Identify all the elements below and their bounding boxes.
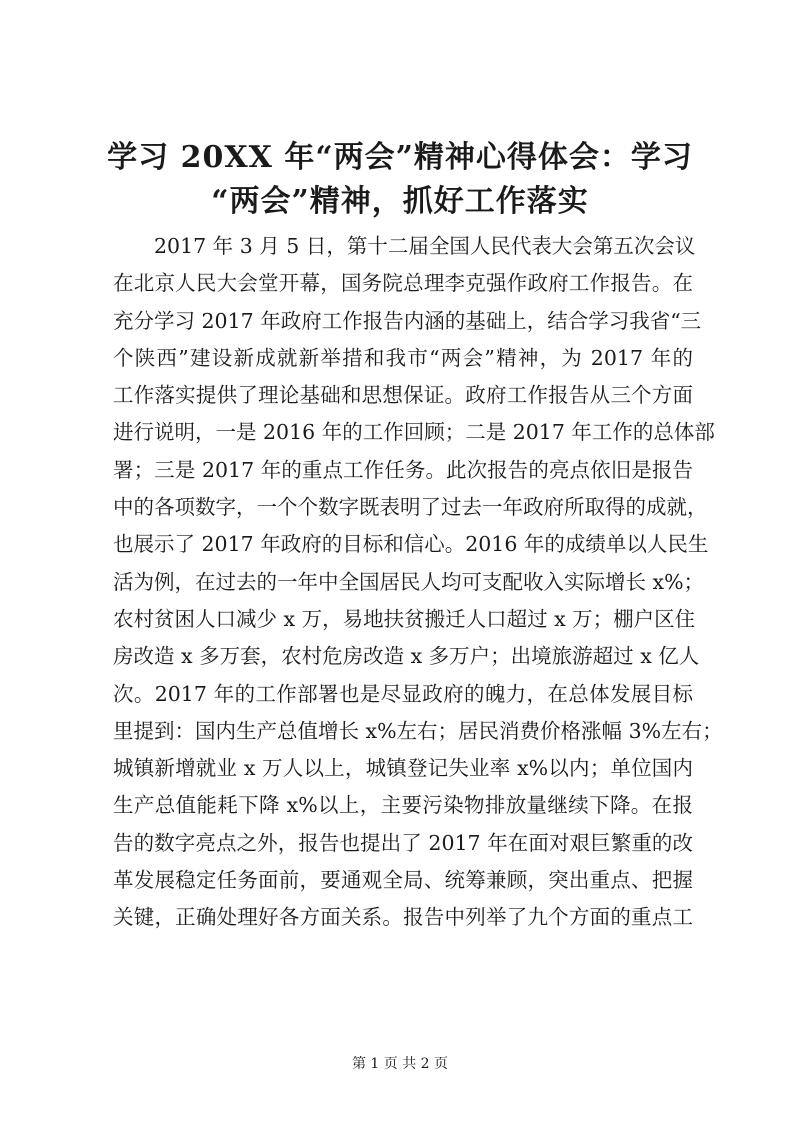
title-line-1: 学习 20XX 年“两会”精神心得体会：学习 [107, 140, 693, 175]
page-number-footer: 第 1 页 共 2 页 [351, 1056, 449, 1072]
body-line: 农村贫困人口减少 x 万，易地扶贫搬迁人口超过 x 万；棚户区住 [113, 606, 696, 631]
body-line: 署；三是 2017 年的重点工作任务。此次报告的亮点依旧是报告 [113, 457, 693, 482]
body-line: 城镇新增就业 x 万人以上，城镇登记失业率 x%以内；单位国内 [113, 756, 693, 781]
body-paragraph [113, 228, 723, 937]
body-line: 中的各项数字，一个个数字既表明了过去一年政府所取得的成就， [113, 495, 708, 520]
body-line: 告的数字亮点之外，报告也提出了 2017 年在面对艰巨繁重的改 [113, 830, 693, 855]
body-line: 革发展稳定任务面前，要通观全局、统筹兼顾，突出重点、把握 [113, 868, 693, 893]
body-line: 次。2017 年的工作部署也是尽显政府的魄力，在总体发展目标 [113, 681, 693, 706]
body-line: 进行说明，一是 2016 年的工作回顾；二是 2017 年工作的总体部 [113, 420, 715, 445]
body-line: 充分学习 2017 年政府工作报告内涵的基础上，结合学习我省“三 [113, 308, 702, 333]
body-line: 在北京人民大会堂开幕，国务院总理李克强作政府工作报告。在 [113, 271, 693, 296]
body-line: 工作落实提供了理论基础和思想保证。政府工作报告从三个方面 [113, 383, 693, 408]
title-line-2: “两会”精神，抓好工作落实 [211, 184, 589, 219]
document-title [100, 136, 700, 224]
body-line: 也展示了 2017 年政府的目标和信心。2016 年的成绩单以人民生 [113, 532, 709, 557]
body-line: 活为例，在过去的一年中全国居民人均可支配收入实际增长 x%； [113, 569, 705, 594]
body-line: 个陕西”建设新成就新举措和我市“两会”精神，为 2017 年的 [113, 345, 693, 370]
body-line: 里提到：国内生产总值增长 x%左右；居民消费价格涨幅 3%左右； [113, 718, 723, 743]
body-line: 2017 年 3 月 5 日，第十二届全国人民代表大会第五次会议 [154, 234, 696, 258]
body-line: 生产总值能耗下降 x%以上，主要污染物排放量继续下降。在报 [113, 793, 693, 818]
body-line: 关键，正确处理好各方面关系。报告中列举了九个方面的重点工 [113, 905, 693, 930]
body-line: 房改造 x 多万套，农村危房改造 x 多万户；出境旅游超过 x 亿人 [113, 644, 700, 669]
